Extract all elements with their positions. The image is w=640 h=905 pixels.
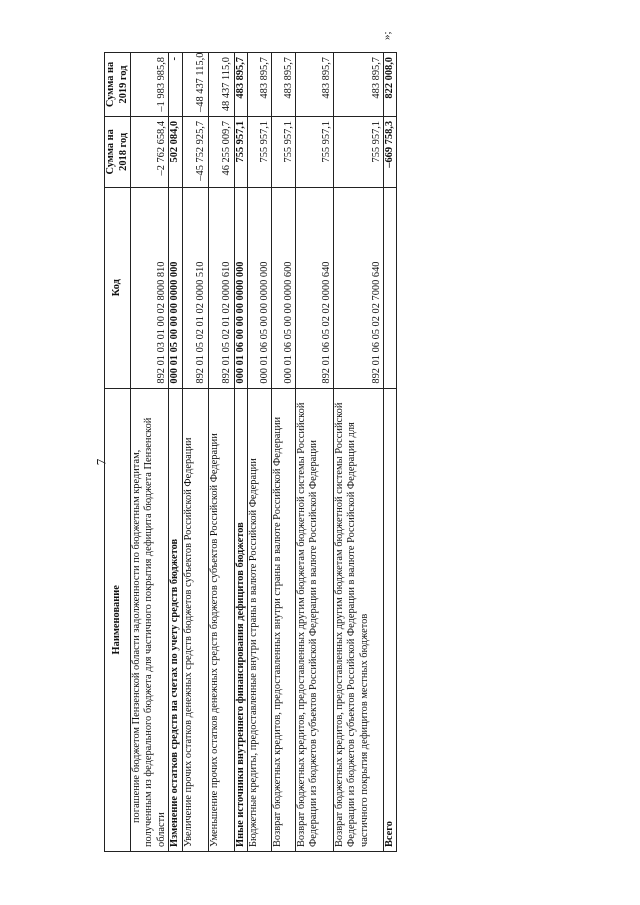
row-sum-2018-cell: 755 957,1 [248, 116, 272, 187]
row-name-cell: Возврат бюджетных кредитов, предоставленных внутри страны в валюте Российской Федерации [272, 388, 296, 851]
row-sum-2018-cell: 755 957,1 [296, 116, 334, 187]
row-sum-2019-cell: 483 895,7 [296, 53, 334, 117]
row-name-cell: Иные источники внутреннего финансирования дефицитов бюджетов [234, 388, 247, 851]
row-sum-2018-cell: 755 957,1 [234, 116, 247, 187]
table-row [384, 53, 397, 852]
budget-sources-table [104, 52, 397, 852]
row-sum-2019-cell: 822 008,0 [384, 53, 397, 117]
row-name-cell: погашение бюджетом Пензенской области задолженности по бюджетным кредитам, полученным из федерального бюджета для частичного покрытия дефицита бюджета Пензенской области [131, 388, 169, 851]
row-code-cell: 892 01 05 02 01 02 0000 610 [208, 187, 234, 388]
row-code-cell: 000 01 05 00 00 00 0000 000 [169, 187, 182, 388]
row-sum-2018-cell: –45 752 925,7 [182, 116, 208, 187]
row-sum-2019-cell: –48 437 115,0 [182, 53, 208, 117]
row-name-cell: Увеличение прочих остатков денежных средств бюджетов субъектов Российской Федерации [182, 388, 208, 851]
row-name-cell: Всего [384, 388, 397, 851]
table-row [169, 53, 182, 852]
closing-quote-mark: »; [381, 31, 393, 40]
row-code-cell [384, 187, 397, 388]
row-sum-2018-cell: –2 762 658,4 [131, 116, 169, 187]
row-sum-2019-cell: –1 983 985,8 [131, 53, 169, 117]
table-row [296, 53, 334, 852]
row-code-cell: 892 01 05 02 01 02 0000 510 [182, 187, 208, 388]
table-row [208, 53, 234, 852]
table-row [272, 53, 296, 852]
table-header-row [105, 53, 131, 852]
row-sum-2019-cell: - [169, 53, 182, 117]
row-sum-2018-cell: 755 957,1 [272, 116, 296, 187]
header-sum-2018: Сумма на 2018 год [105, 116, 131, 187]
row-name-cell: Бюджетные кредиты, предоставленные внутри страны в валюте Российской Федерации [248, 388, 272, 851]
row-name-cell: Изменение остатков средств на счетах по учету средств бюджетов [169, 388, 182, 851]
table-row [234, 53, 247, 852]
header-sum-2019: Сумма на 2019 год [105, 53, 131, 117]
table-row [248, 53, 272, 852]
row-sum-2019-cell: 483 895,7 [234, 53, 247, 117]
row-code-cell: 892 01 03 01 00 02 8000 810 [131, 187, 169, 388]
table-row [182, 53, 208, 852]
row-sum-2018-cell: 46 255 009,7 [208, 116, 234, 187]
rotated-table-wrapper [104, 52, 396, 852]
row-code-cell: 000 01 06 05 00 00 0000 000 [248, 187, 272, 388]
row-sum-2018-cell: 755 957,1 [334, 116, 384, 187]
row-name-cell: Возврат бюджетных кредитов, предоставленных другим бюджетам бюджетной системы Российской Федерации из бюджетов субъектов Российской Федерации в валюте Российской Федерации для частичного покрытия дефицитов местных бюджетов [334, 388, 384, 851]
row-sum-2019-cell: 483 895,7 [248, 53, 272, 117]
row-sum-2019-cell: 483 895,7 [334, 53, 384, 117]
row-sum-2018-cell: –669 758,3 [384, 116, 397, 187]
page-number: 7 [93, 458, 109, 466]
row-sum-2019-cell: 48 437 115,0 [208, 53, 234, 117]
row-code-cell: 892 01 06 05 02 02 0000 640 [296, 187, 334, 388]
row-sum-2019-cell: 483 895,7 [272, 53, 296, 117]
row-sum-2018-cell: 502 084,0 [169, 116, 182, 187]
row-code-cell: 000 01 06 05 00 00 0000 600 [272, 187, 296, 388]
table-body [131, 53, 397, 852]
row-name-cell: Возврат бюджетных кредитов, предоставленных другим бюджетам бюджетной системы Российской Федерации из бюджетов субъектов Российской Федерации в валюте Российской Федерации [296, 388, 334, 851]
header-name: Наименование [105, 388, 131, 851]
row-name-cell: Уменьшение прочих остатков денежных средств бюджетов субъектов Российской Федерации [208, 388, 234, 851]
row-code-cell: 892 01 06 05 02 02 7000 640 [334, 187, 384, 388]
header-code: Код [105, 187, 131, 388]
row-code-cell: 000 01 06 00 00 00 0000 000 [234, 187, 247, 388]
table-row [131, 53, 169, 852]
table-row [334, 53, 384, 852]
